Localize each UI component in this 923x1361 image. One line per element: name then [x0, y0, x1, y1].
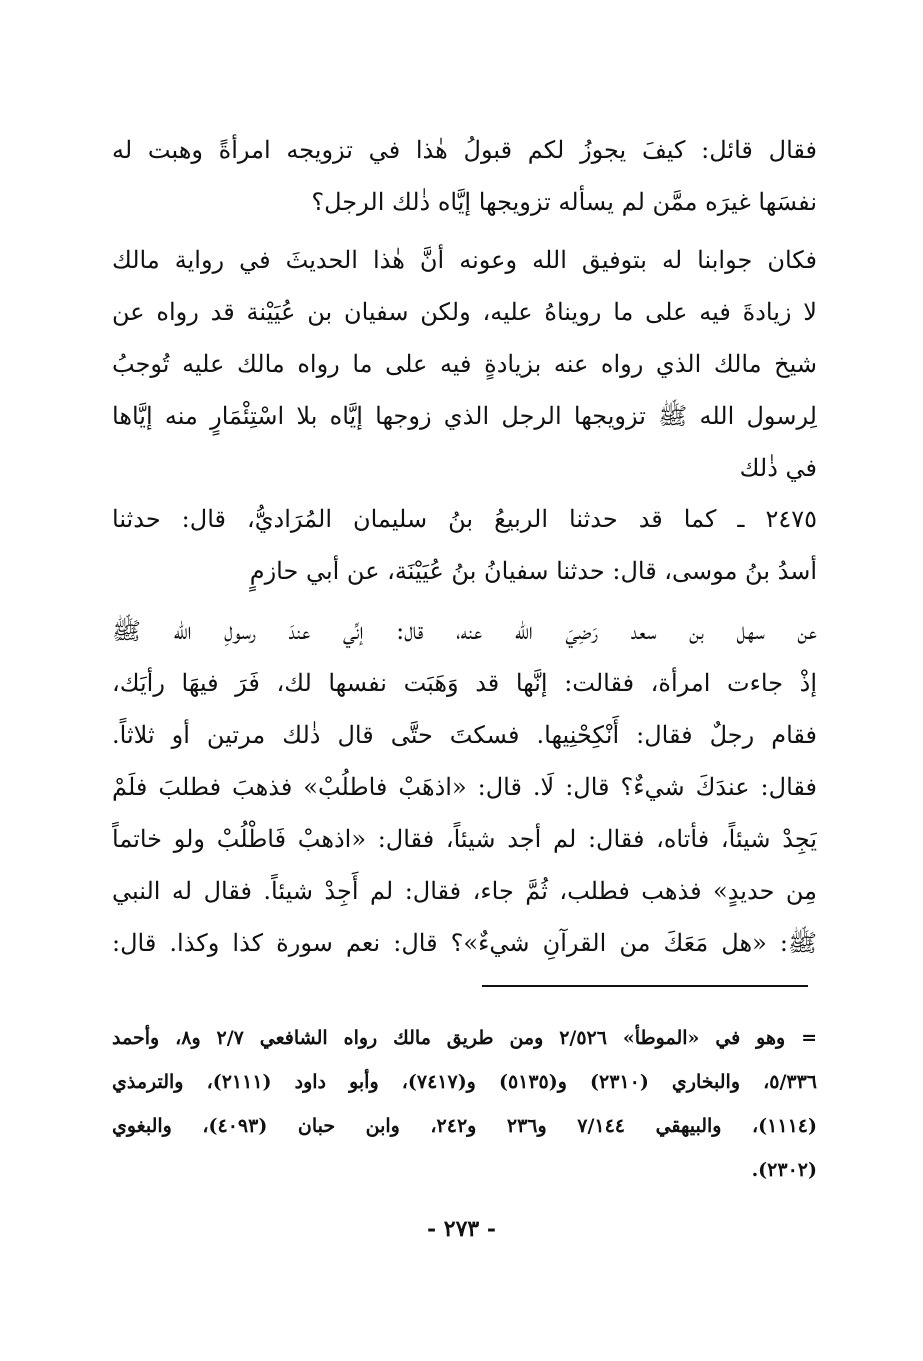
footnote-line: = وهو في «الموطأ» ٢/٥٢٦ ومن طريق مالك رواه الشافعي ٢/٧ و٨، وأحمد — [112, 1027, 817, 1049]
text-line: ﷺ: «هل مَعَكَ من القرآنِ شيءٌ»؟ قال: نعم سورة كذا وكذا. قال: — [112, 929, 817, 957]
text-line: يَجِدْ شيئاً، فأتاه، فقال: لم أجد شيئاً، فقال: «اذهبْ فَاطْلُبْ ولو خاتماً — [112, 825, 817, 853]
text-line: لِرسول الله ﷺ تزويجها الرجل الذي زوجها إيَّاه بلا اسْتِئْمَارٍ منه إيَّاها — [112, 402, 817, 430]
paragraph-hadith-chain — [112, 493, 817, 597]
paragraph-answer — [112, 234, 817, 494]
text-line: فكان جوابنا له بتوفيق الله وعونه أنَّ هٰذا الحديثَ في رواية مالك — [112, 246, 817, 274]
paragraph-question — [112, 124, 817, 228]
text-line: عن سهل بن سعد رَضِيَ الله عنه، قال: إنِّي عندَ رسولِ الله ﷺ — [112, 617, 817, 645]
paragraph-hadith-text — [112, 605, 817, 969]
text-line: مِن حديدٍ» فذهب فطلب، ثُمَّ جاء، فقال: لم أَجِدْ شيئاً. فقال له النبي — [112, 877, 817, 905]
footnote-line: (٢٣٠٢). — [751, 1159, 817, 1181]
text-line: في ذٰلك — [739, 454, 817, 482]
text-line: فقال: عندَكَ شيءٌ؟ قال: لَا. قال: «اذهَبْ فاطلُبْ» فذهبَ فطلبَ فلَمْ — [112, 773, 817, 801]
text-line: لا زيادةَ فيه على ما رويناهُ عليه، ولكن سفيان بن عُيَيْنة قد رواه عن — [112, 298, 817, 326]
footnote-line: ٥/٣٣٦، والبخاري (٢٣١٠) و(٥١٣٥) و(٧٤١٧)، وأبو داود (٢١١١)، والترمذي — [112, 1071, 817, 1093]
footnote-line: (١١١٤)، والبيهقي ٧/١٤٤ و٢٣٦ و٢٤٢، وابن حبان (٤٠٩٣)، والبغوي — [112, 1115, 817, 1137]
text-line: ٢٤٧٥ ـ كما قد حدثنا الربيعُ بنُ سليمان المُرَاديُّ، قال: حدثنا — [112, 505, 817, 533]
text-line: نفسَها غيرَه ممَّن لم يسأله تزويجها إيَّاه ذٰلك الرجل؟ — [311, 188, 817, 216]
text-line: فقام رجلٌ فقال: أَنْكِحْنِيها. فسكتَ حتَّى قال ذٰلك مرتين أو ثلاثاً. — [112, 721, 817, 749]
text-line: شيخ مالك الذي رواه عنه بزيادةٍ فيه على ما رواه مالك عليه تُوجبُ — [112, 350, 817, 378]
text-line: أسدُ بنُ موسى، قال: حدثنا سفيانُ بنُ عُيَيْنَة، عن أبي حازمٍ — [249, 557, 817, 585]
footnote — [112, 1016, 817, 1192]
text-line: إذْ جاءت امرأة، فقالت: إنَّها قد وَهَبَت نفسها لك، فَرَ فيهَا رأيَك، — [112, 669, 817, 697]
footnote-divider — [482, 985, 808, 987]
page-number: - ٢٧٣ - — [426, 1216, 497, 1242]
text-line: فقال قائل: كيفَ يجوزُ لكم قبولُ هٰذا في تزويجه امرأةً وهبت له — [112, 136, 817, 164]
